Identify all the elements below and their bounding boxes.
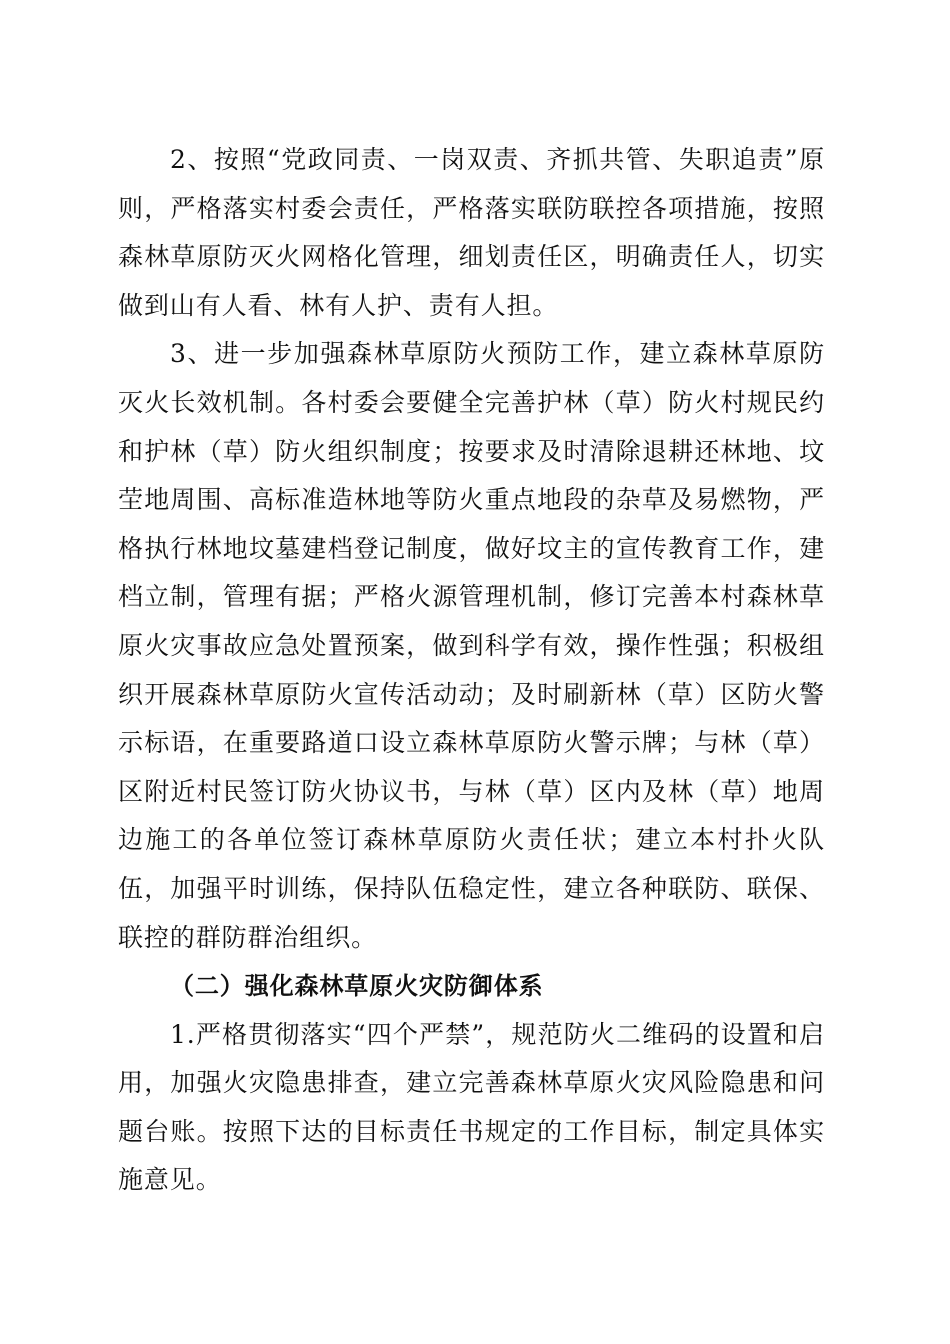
document-body xyxy=(118,136,825,1205)
paragraph-item-2: 2、按照“党政同责、一岗双责、齐抓共管、失职追责”原则，严格落实村委会责任，严格落实联防联控各项措施，按照森林草原防灭火网格化管理，细划责任区，明确责任人，切实做到山有人看、林有人护、责有人担。 xyxy=(118,145,825,320)
section-heading: （二）强化森林草原火灾防御体系 xyxy=(170,972,544,1001)
paragraph-item-1: 1.严格贯彻落实“四个严禁”，规范防火二维码的设置和启用，加强火灾隐患排查，建立完善森林草原火灾风险隐患和问题台账。按照下达的目标责任书规定的工作目标，制定具体实施意见。 xyxy=(118,1019,825,1195)
paragraph-item-3: 3、进一步加强森林草原防火预防工作，建立森林草原防灭火长效机制。各村委会要健全完善护林（草）防火村规民约和护林（草）防火组织制度；按要求及时清除退耕还林地、坟茔地周围、高标准造林地等防火重点地段的杂草及易燃物，严格执行林地坟墓建档登记制度，做好坟主的宣传教育工作，建档立制，管理有据；严格火源管理机制，修订完善本村森林草原火灾事故应急处置预案，做到科学有效，操作性强；积极组织开展森林草原防火宣传活动动；及时刷新林（草）区防火警示标语，在重要路道口设立森林草原防火警示牌；与林（草）区附近村民签订防火协议书，与林（草）区内及林（草）地周边施工的各单位签订森林草原防火责任状；建立本村扑火队伍，加强平时训练，保持队伍稳定性，建立各种联防、联保、联控的群防群治组织。 xyxy=(118,339,825,952)
